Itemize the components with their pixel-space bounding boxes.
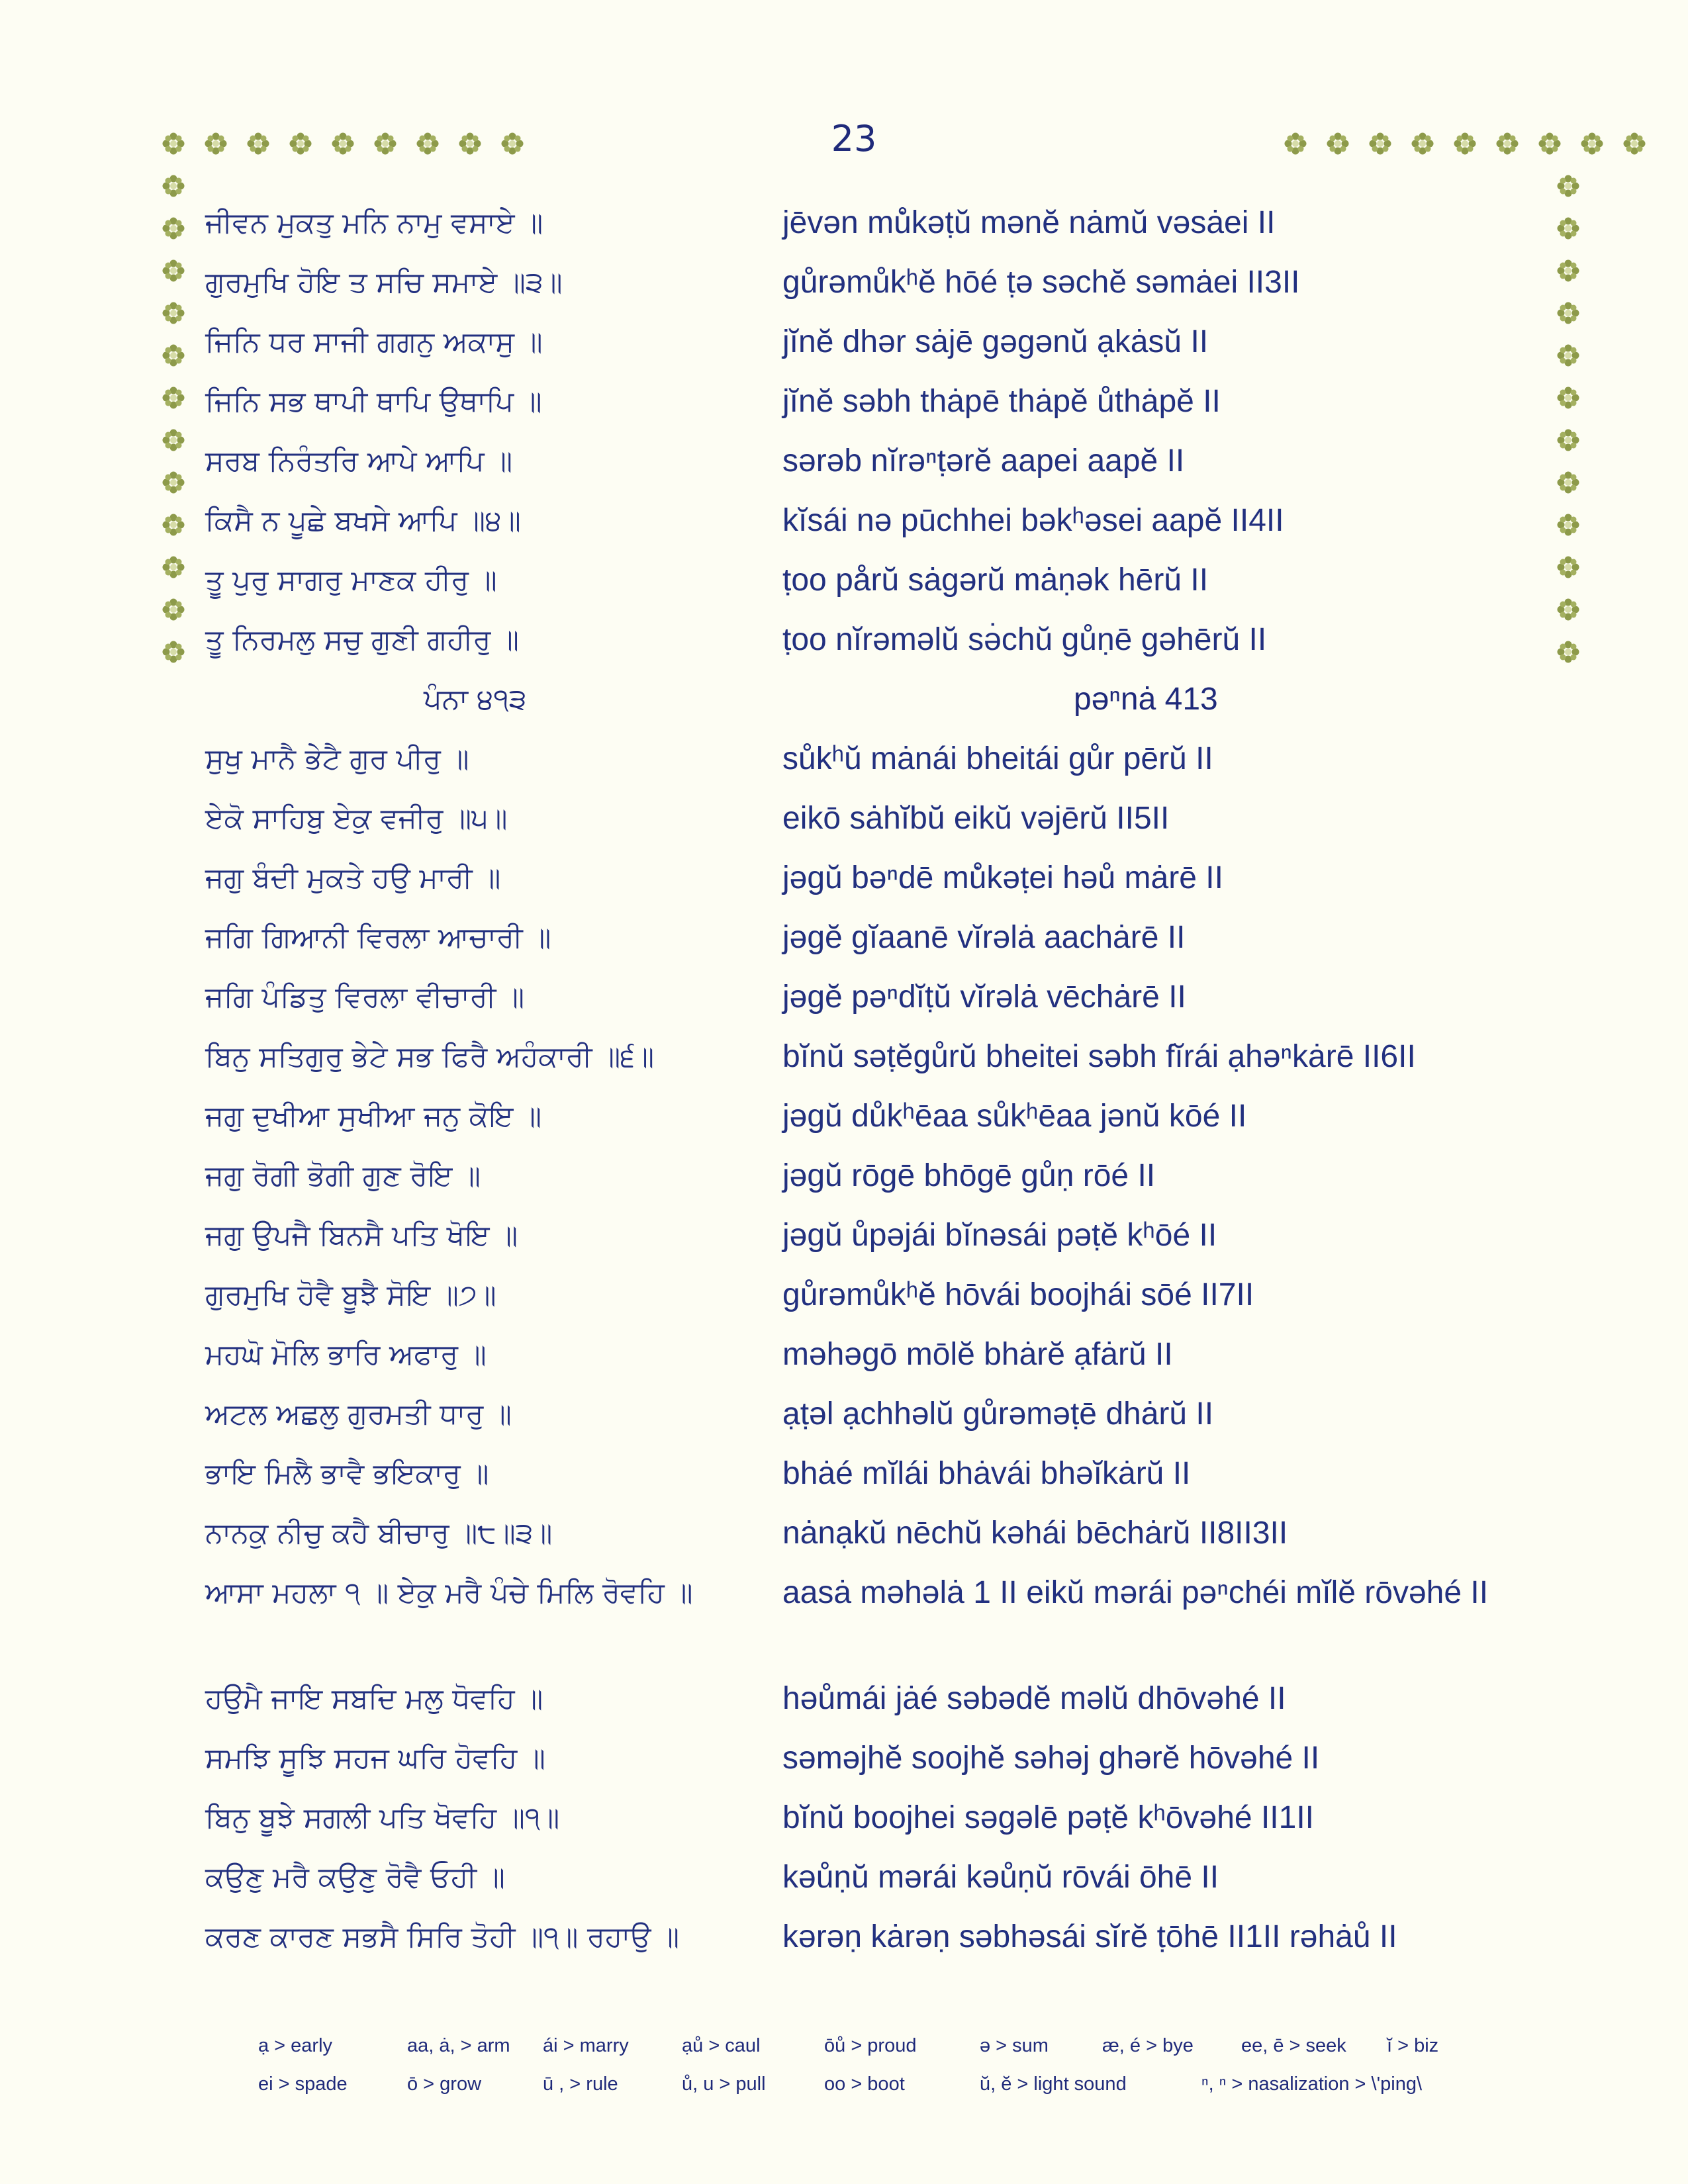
panna-transliteration: pəⁿnȧ 413 [1074,682,1218,717]
gurmukhi-text: ਜਗਿ ਪੰਡਿਤੁ ਵਿਰਲਾ ਵੀਚਾਰੀ ॥ [205,981,525,1014]
verse-line [0,1848,1688,1907]
flower-icon [459,132,481,155]
gurmukhi-text: ਕਰਣ ਕਾਰਣ ਸਭਸੈ ਸਿਰਿ ਤੋਹੀ ॥੧॥ ਰਹਾਉ ॥ [205,1921,680,1954]
legend-item: ə > sum [980,2035,1049,2056]
transliteration-text: ṭoo nĭrəməlŭ sə̇chŭ gůṇē gəhērŭ II [782,622,1267,657]
transliteration-text: gůrəmůkʰĕ hōé ṭə səchĕ səmȧei II3II [782,265,1300,300]
flower-icon [1411,132,1434,155]
transliteration-text: ṭoo pårŭ sȧgərŭ mȧṇək hērŭ II [782,563,1209,598]
legend-item: ei > spade [258,2073,348,2095]
transliteration-text: eikō sȧhĭbŭ eikŭ vəjērŭ II5II [782,801,1170,836]
transliteration-text: aasȧ məhəlȧ 1 II eikŭ mərái pəⁿchéi mĭlĕ rōvəhé II [782,1575,1489,1610]
flower-icon [205,132,227,155]
gurmukhi-text: ਜਗੁ ਦੁਖੀਆ ਸੁਖੀਆ ਜਨੁ ਕੋਇ ॥ [205,1100,542,1133]
gurmukhi-text: ਗੁਰਮੁਖਿ ਹੋਵੈ ਬੂਝੈ ਸੋਇ ॥੭॥ [205,1279,496,1312]
gurmukhi-text: ਕਿਸੈ ਨ ਪੂਛੇ ਬਖਸੇ ਆਪਿ ॥੪॥ [205,504,521,537]
verse-line [0,1087,1688,1146]
transliteration-text: jəgŭ rōgē bhōgē gůṇ rōé II [782,1158,1156,1193]
gurmukhi-text: ਸਮਝਿ ਸੂਝਿ ਸਹਜ ਘਰਿ ਹੋਵਹਿ ॥ [205,1742,545,1775]
transliteration-text: jəgŭ ůpəjái bĭnəsái pəṭĕ kʰōé II [782,1218,1217,1253]
verse-line [0,1385,1688,1444]
verse-line [0,968,1688,1027]
flower-icon [374,132,397,155]
legend-item: ạ > early [258,2035,333,2056]
verse-line [0,551,1688,610]
legend-item: ō > grow [407,2073,482,2095]
verse-line [0,1325,1688,1385]
flower-icon [1623,132,1646,155]
verse-line [0,789,1688,848]
verse-line [0,432,1688,491]
verse-line [0,1504,1688,1563]
transliteration-text: ạṭəl ạchhəlŭ gůrəməṭē dhȧrŭ II [782,1396,1214,1432]
gurmukhi-text: ਭਾਇ ਮਿਲੈ ਭਾਵੈ ਭਇਕਾਰੁ ॥ [205,1457,489,1490]
verse-line [0,908,1688,968]
panna-line [0,670,1688,729]
gurmukhi-text: ਜੀਵਨ ਮੁਕਤੁ ਮਨਿ ਨਾਮੁ ਵਸਾਏ ॥ [205,206,543,240]
verse-line [0,1444,1688,1504]
verse-line [0,848,1688,908]
transliteration-text: jĭnĕ səbh thȧpē thȧpĕ ůthȧpĕ II [782,384,1221,419]
verse-line [0,1265,1688,1325]
transliteration-text: bĭnŭ boojhei səgəlē pəṭĕ kʰōvəhé II1II [782,1800,1314,1835]
legend-item: ů, u > pull [682,2073,766,2095]
flower-icon [162,132,185,155]
top-right-border [1284,132,1665,155]
flower-icon [1496,132,1519,155]
panna-gurmukhi: ਪੰਨਾ ੪੧੩ [424,683,527,716]
gurmukhi-text: ਕਉਣੁ ਮਰੈ ਕਉਣੁ ਰੋਵੈ ਓਹੀ ॥ [205,1861,505,1894]
legend-item: ōů > proud [824,2035,917,2056]
gurmukhi-text: ਹਉਮੈ ਜਾਇ ਸਬਦਿ ਮਲੁ ਧੋਵਹਿ ॥ [205,1682,543,1715]
transliteration-text: jĭnĕ dhər sȧjē gəgənŭ ạkȧsŭ II [782,324,1209,359]
transliteration-text: bĭnŭ səṭĕgůrŭ bheitei səbh fĭrái ạhəⁿkȧrē II6II [782,1039,1416,1074]
gurmukhi-text: ਜਗਿ ਗਿਆਨੀ ਵਿਰਲਾ ਆਚਾਰੀ ॥ [205,921,551,954]
verse-line [0,1146,1688,1206]
gurmukhi-text: ਜਿਨਿ ਸਭ ਥਾਪੀ ਥਾਪਿ ਉਥਾਪਿ ॥ [205,385,542,418]
flower-icon [416,132,439,155]
transliteration-text: kəůṇŭ mərái kəůṇŭ rōvái ōhē II [782,1860,1219,1895]
verse-line [0,1669,1688,1729]
verse-line [0,1027,1688,1087]
gurmukhi-text: ਜਿਨਿ ਧਰ ਸਾਜੀ ਗਗਨੁ ਅਕਾਸੁ ॥ [205,326,543,359]
flower-icon [289,132,312,155]
flower-icon [1327,132,1349,155]
verse-line [0,491,1688,551]
legend-item: ái > marry [543,2035,629,2056]
gurmukhi-text: ਆਸਾ ਮਹਲਾ ੧ ॥ ਏਕੁ ਮਰੈ ਪੰਚੇ ਮਿਲਿ ਰੋਵਹਿ ॥ [205,1576,693,1610]
verse-line [0,610,1688,670]
verse-line [0,1907,1688,1967]
gurmukhi-text: ਅਟਲ ਅਛਲੁ ਗੁਰਮਤੀ ਧਾਰੁ ॥ [205,1398,512,1431]
gurmukhi-text: ਜਗੁ ਰੋਗੀ ਭੋਗੀ ਗੁਣ ਰੋਇ ॥ [205,1160,481,1193]
gurmukhi-text: ਸਰਬ ਨਿਰੰਤਰਿ ਆਪੇ ਆਪਿ ॥ [205,445,513,478]
verse-line [0,1206,1688,1265]
page-number: 23 [831,118,877,159]
transliteration-text: jēvən mů̇kəṭŭ mənĕ nȧmŭ vəsȧei II [782,205,1276,240]
legend-item: ĭ > biz [1387,2035,1439,2056]
transliteration-text: gůrəmůkʰĕ hōvái boojhái sōé II7II [782,1277,1254,1312]
gurmukhi-text: ਜਗੁ ਬੰਦੀ ਮੁਕਤੇ ਹਉ ਮਾਰੀ ॥ [205,862,501,895]
flower-icon [1369,132,1391,155]
legend-item: ŭ, ĕ > light sound [980,2073,1127,2095]
legend-item: ee, ē > seek [1241,2035,1346,2056]
transliteration-text: jəgŭ důkʰēaa sůkʰēaa jənŭ kōé II [782,1099,1247,1134]
verse-line [0,1563,1688,1669]
legend-item: oo > boot [824,2073,905,2095]
gurmukhi-text: ਜਗੁ ਉਪਜੈ ਬਿਨਸੈ ਪਤਿ ਖੋਇ ॥ [205,1219,518,1252]
flower-icon [1454,132,1476,155]
transliteration-text: jəgĕ gĭaanē vĭrəlȧ aachȧrē II [782,920,1186,955]
gurmukhi-text: ਨਾਨਕੁ ਨੀਚੁ ਕਹੈ ਬੀਚਾਰੁ ॥੮॥੩॥ [205,1517,553,1550]
legend-item: æ, é > bye [1102,2035,1194,2056]
verse-line [0,1729,1688,1788]
gurmukhi-text: ਤੂ ਪੁਰੁ ਸਾਗਰੁ ਮਾਣਕ ਹੀਰੁ ॥ [205,564,497,597]
verse-line [0,312,1688,372]
verse-line [0,372,1688,432]
top-left-border [162,132,543,155]
gurmukhi-text: ਮਹਘੋ ਮੋਲਿ ਭਾਰਿ ਅਫਾਰੁ ॥ [205,1338,487,1371]
legend-item: aa, ȧ, > arm [407,2035,510,2056]
gurmukhi-text: ਬਿਨੁ ਸਤਿਗੁਰੁ ਭੇਟੇ ਸਭ ਫਿਰੈ ਅਹੰਕਾਰੀ ॥੬॥ [205,1040,655,1073]
verse-line [0,1788,1688,1848]
flower-icon [1284,132,1307,155]
verse-line [0,193,1688,253]
transliteration-text: jəgŭ bəⁿdē mů̇kəṭei həů mȧrē II [782,860,1223,895]
transliteration-text: səməjhĕ soojhĕ səhəj ghərĕ hōvəhé II [782,1741,1320,1776]
transliteration-text: jəgĕ pəⁿdĭṭŭ vĭrəlȧ vēchȧrē II [782,979,1186,1015]
transliteration-text: kĭsái nə pūchhei bəkʰəsei aapĕ II4II [782,503,1284,538]
legend-item: ạů > caul [682,2035,761,2056]
transliteration-text: kərəṇ kȧrəṇ səbhəsái sĭrĕ ṭōhē II1II rəhȧů II [782,1919,1397,1954]
flower-icon [501,132,524,155]
transliteration-text: həůmái jȧé səbədĕ məlŭ dhōvəhé II [782,1681,1286,1716]
gurmukhi-text: ਏਕੋ ਸਾਹਿਬੁ ਏਕੁ ਵਜੀਰੁ ॥੫॥ [205,802,508,835]
flower-icon [1581,132,1603,155]
transliteration-text: sərəb nĭrəⁿṭərĕ aapei aapĕ II [782,443,1185,478]
gurmukhi-text: ਤੂ ਨਿਰਮਲੁ ਸਚੁ ਗੁਣੀ ਗਹੀਰੁ ॥ [205,623,520,657]
transliteration-text: bhȧé mĭlái bhȧvái bhəĭkȧrŭ II [782,1456,1191,1491]
transliteration-text: sůkʰŭ mȧnái bheitái gůr pērŭ II [782,741,1213,776]
verse-line [0,253,1688,312]
gurmukhi-text: ਬਿਨੁ ਬੂਝੇ ਸਗਲੀ ਪਤਿ ਖੋਵਹਿ ॥੧॥ [205,1801,560,1835]
transliteration-text: məhəgō mōlĕ bhȧrĕ ạfȧrŭ II [782,1337,1173,1372]
legend-item: ū , > rule [543,2073,618,2095]
flower-icon [247,132,269,155]
gurmukhi-text: ਸੁਖੁ ਮਾਨੈ ਭੇਟੈ ਗੁਰ ਪੀਰੁ ॥ [205,743,469,776]
gurmukhi-text: ਗੁਰਮੁਖਿ ਹੋਇ ਤ ਸਚਿ ਸਮਾਏ ॥੩॥ [205,266,563,299]
verse-line [0,729,1688,789]
transliteration-text: nȧnạkŭ nēchŭ kəhái bēchȧrŭ II8II3II [782,1516,1288,1551]
flower-icon [332,132,354,155]
flower-icon [1538,132,1561,155]
legend-item: ⁿ, ⁿ > nasalization > \'ping\ [1201,2073,1423,2095]
